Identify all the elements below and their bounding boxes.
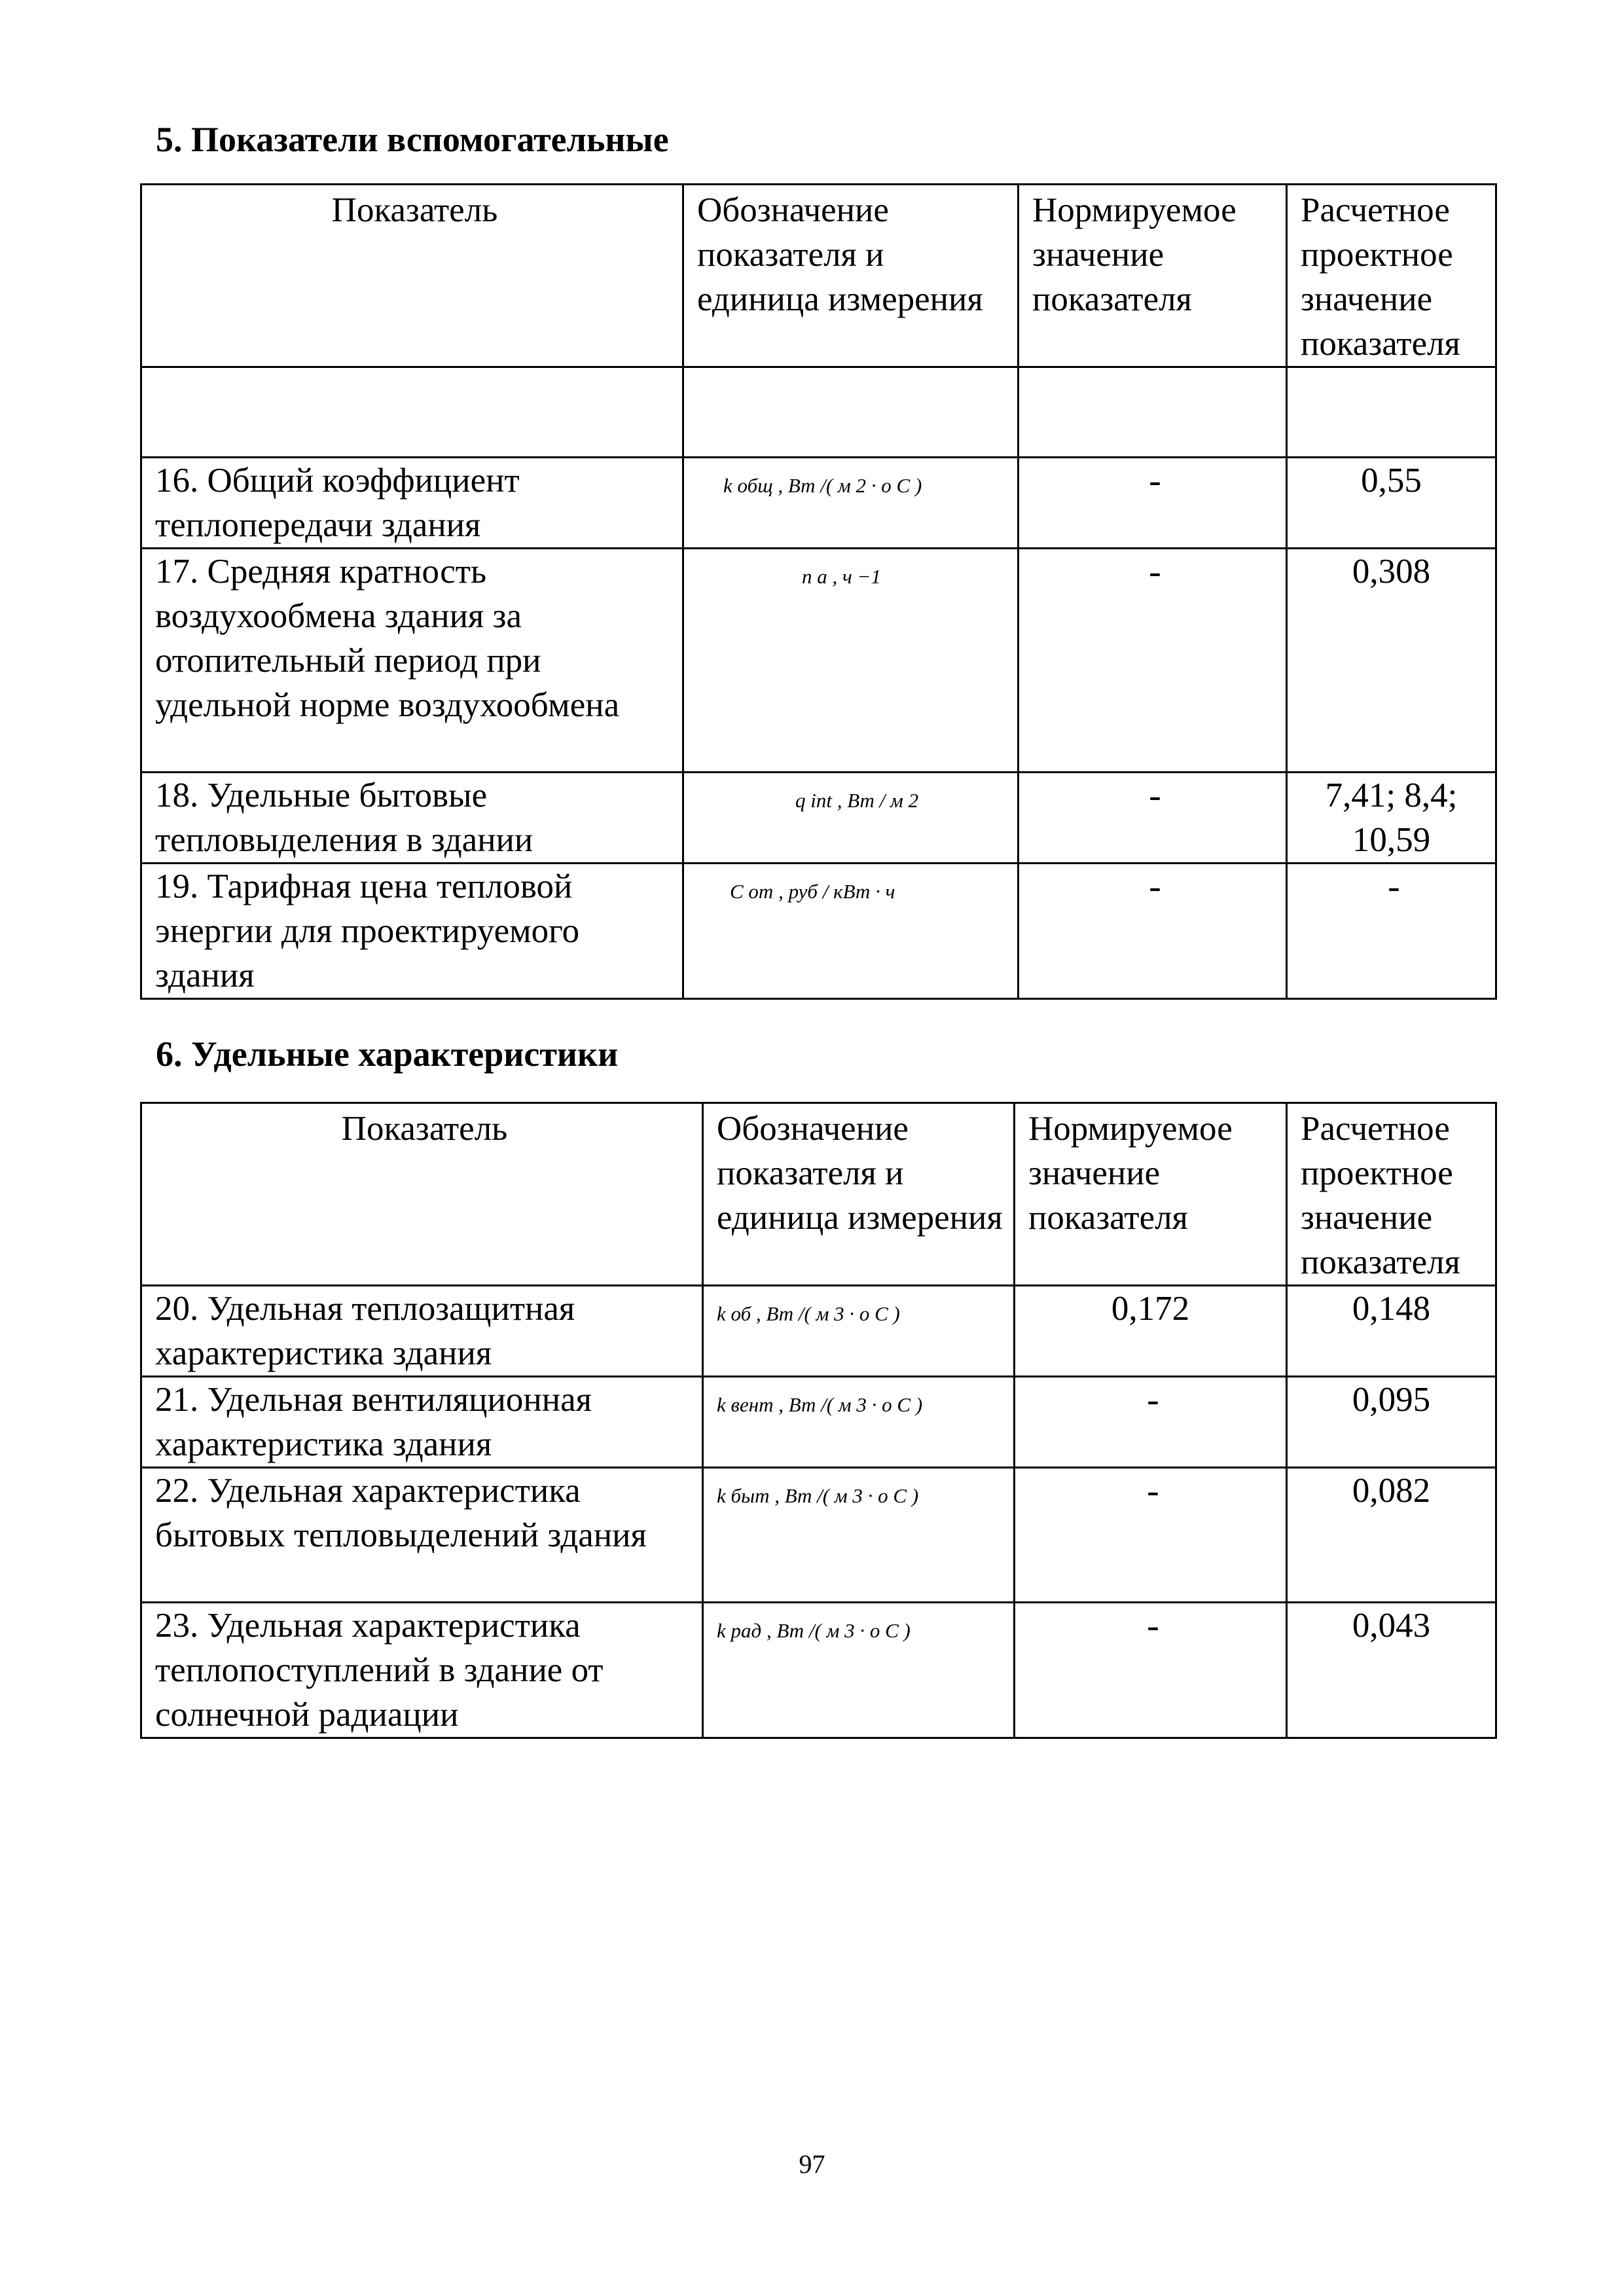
cell-name: 16. Общий коэффициент теплопередачи здания [141,458,683,549]
table-row [141,773,1496,864]
cell-norm: - [1015,1468,1287,1603]
page-number: 97 [799,2149,825,2179]
cell-symbol: n а , ч −1 [683,549,1019,773]
cell-symbol: q int , Вт / м 2 [683,773,1019,864]
cell-name [141,367,683,458]
header-symbol-unit: Обозначение показателя и единица измерения [683,185,1019,367]
header-calc-value: Расчетное проектное значение показателя [1287,1103,1496,1286]
header-indicator: Показатель [141,185,683,367]
cell-calc: 0,55 [1287,458,1496,549]
table-row [141,1603,1496,1738]
cell-norm [1019,367,1287,458]
cell-calc: 0,082 [1287,1468,1496,1603]
cell-symbol: k вент , Вт /( м 3 · o C ) [703,1377,1015,1468]
table-row [141,864,1496,999]
cell-name: 19. Тарифная цена тепловой энергии для проектируемого здания [141,864,683,999]
header-symbol-unit: Обозначение показателя и единица измерения [703,1103,1015,1286]
cell-calc: 0,043 [1287,1603,1496,1738]
cell-norm: - [1015,1603,1287,1738]
cell-norm: - [1015,1377,1287,1468]
table-row [141,458,1496,549]
cell-norm: - [1019,458,1287,549]
cell-calc: 0,095 [1287,1377,1496,1468]
cell-calc: - [1287,864,1496,999]
cell-calc: 0,308 [1287,549,1496,773]
cell-symbol [683,367,1019,458]
cell-calc [1287,367,1496,458]
header-norm-value: Нормируемое значение показателя [1019,185,1287,367]
cell-norm: - [1019,864,1287,999]
cell-name: 20. Удельная теплозащитная характеристика здания [141,1286,703,1377]
header-indicator: Показатель [141,1103,703,1286]
header-calc-value: Расчетное проектное значение показателя [1287,185,1496,367]
section-6-title: 6. Удельные характеристики [156,1034,619,1074]
cell-name: 21. Удельная вентиляционная характеристика здания [141,1377,703,1468]
section-5-title: 5. Показатели вспомогательные [156,120,669,159]
cell-calc: 7,41; 8,4; 10,59 [1287,773,1496,864]
table-row-empty [141,367,1496,458]
cell-name: 23. Удельная характеристика теплопоступлений в здание от солнечной радиации [141,1603,703,1738]
table-row [141,1286,1496,1377]
cell-symbol: k быт , Вт /( м 3 · o C ) [703,1468,1015,1603]
cell-norm: 0,172 [1015,1286,1287,1377]
auxiliary-indicators-table [140,183,1497,1000]
cell-symbol: k об , Вт /( м 3 · o C ) [703,1286,1015,1377]
specific-characteristics-table [140,1102,1497,1739]
cell-norm: - [1019,773,1287,864]
table-header-row [141,1103,1496,1286]
table-row [141,1468,1496,1603]
table-row [141,549,1496,773]
cell-name: 17. Средняя кратность воздухообмена здания за отопительный период при удельной норме воздухообмена [141,549,683,773]
cell-symbol: С от , руб / кВт · ч [683,864,1019,999]
table-row [141,1377,1496,1468]
cell-name: 18. Удельные бытовые тепловыделения в здании [141,773,683,864]
cell-norm: - [1019,549,1287,773]
table-header-row [141,185,1496,367]
cell-symbol: k рад , Вт /( м 3 · o C ) [703,1603,1015,1738]
cell-name: 22. Удельная характеристика бытовых тепловыделений здания [141,1468,703,1603]
cell-calc: 0,148 [1287,1286,1496,1377]
cell-symbol: k общ , Вт /( м 2 · o C ) [683,458,1019,549]
header-norm-value: Нормируемое значение показателя [1015,1103,1287,1286]
